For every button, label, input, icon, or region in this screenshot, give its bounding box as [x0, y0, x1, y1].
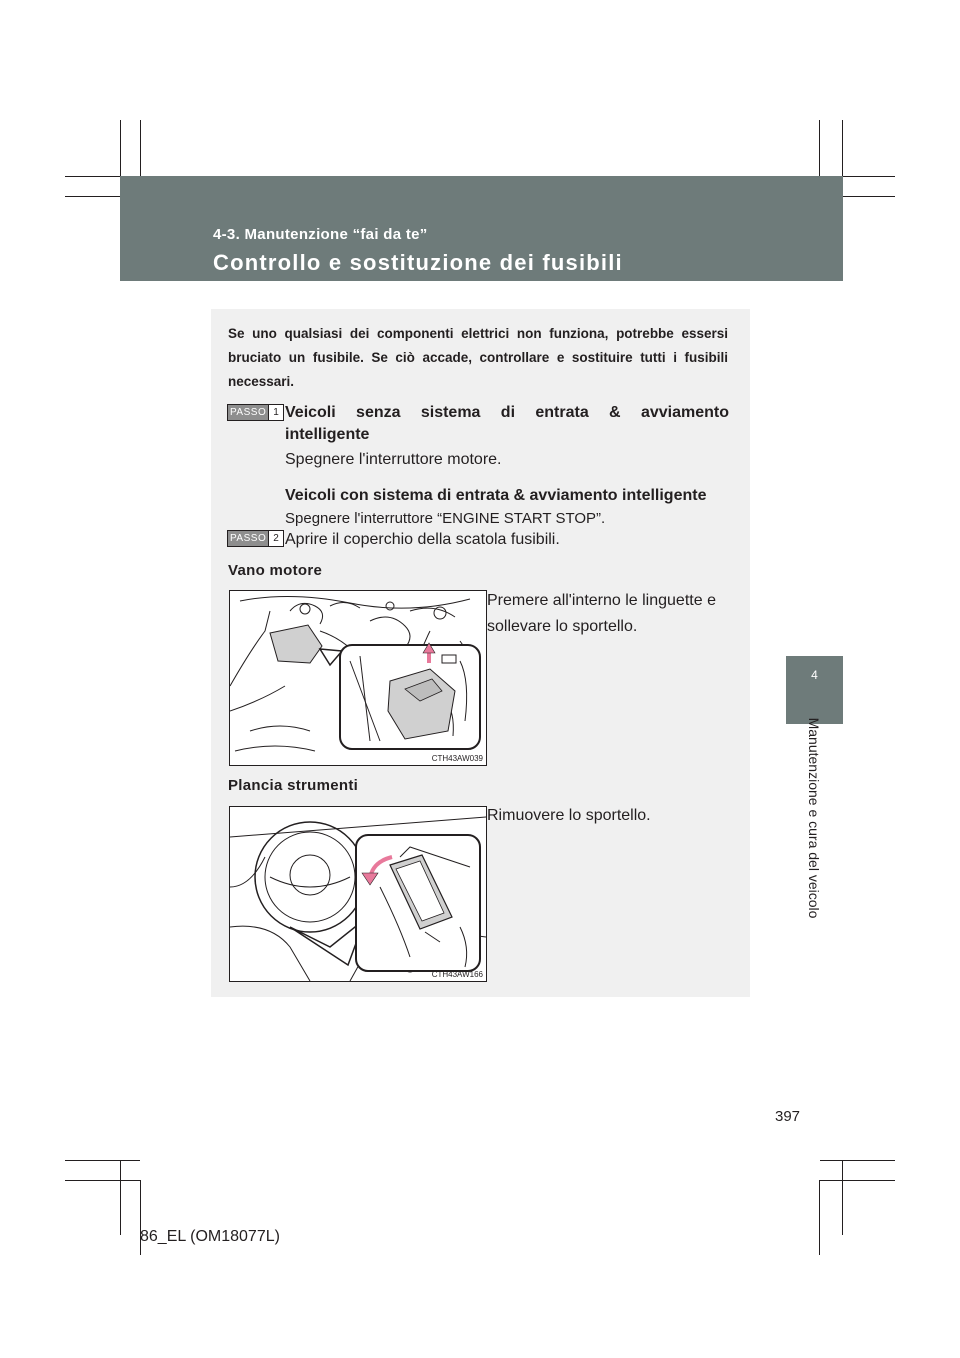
step-2-badge: [227, 530, 284, 547]
engine-illustration: [230, 591, 486, 765]
crop-mark: [65, 1160, 140, 1161]
chapter-number: 4: [811, 668, 818, 682]
step-1-heading-a-line2: intelligente: [285, 426, 370, 443]
step-1-text-a: Spegnere l'interruttore motore.: [285, 451, 502, 468]
page-number: 397: [775, 1108, 801, 1125]
engine-description: Premere all'interno le linguette e sollevare lo sportello.: [487, 592, 716, 635]
step-1-heading-a-line1: Veicoli senza sistema di entrata & avviamento: [285, 404, 729, 421]
crop-mark: [120, 1160, 121, 1235]
crop-mark: [819, 1180, 820, 1255]
engine-heading: Vano motore: [228, 562, 323, 579]
chapter-title: Manutenzione e cura del veicolo: [806, 717, 822, 919]
engine-figure-code: CTH43AW039: [431, 754, 483, 763]
section-label: 4-3. Manutenzione “fai da te”: [213, 226, 428, 243]
dashboard-figure: [229, 806, 487, 982]
intro-paragraph: Se uno qualsiasi dei componenti elettrici non funziona, potrebbe essersi bruciato un fusibile. Se ciò accade, controllare e sostituire tutti i fusibili necessari.: [228, 326, 728, 389]
engine-bay-figure: [229, 590, 487, 766]
dashboard-figure-code: CTH43AW166: [431, 970, 483, 979]
page-title: Controllo e sostituzione dei fusibili: [213, 250, 623, 275]
dashboard-description: Rimuovere lo sportello.: [487, 807, 651, 824]
chapter-tab: [786, 656, 843, 724]
crop-mark: [65, 1180, 140, 1181]
dashboard-illustration: [230, 807, 486, 981]
step-number: 1: [268, 405, 283, 420]
step-1-heading-b: Veicoli con sistema di entrata & avviamento intelligente: [285, 487, 707, 504]
footer-code: 86_EL (OM18077L): [140, 1228, 280, 1245]
step-2-text: Aprire il coperchio della scatola fusibili.: [285, 531, 560, 548]
step-1-content: [285, 402, 729, 530]
crop-mark: [842, 1160, 843, 1235]
dashboard-heading: Plancia strumenti: [228, 777, 359, 794]
step-word: PASSO: [230, 407, 267, 418]
crop-mark: [820, 1160, 895, 1161]
step-1-badge: [227, 404, 284, 421]
crop-mark: [820, 1180, 895, 1181]
step-1-text-b: Spegnere l'interruttore “ENGINE START STOP”.: [285, 510, 606, 527]
step-word: PASSO: [230, 533, 267, 544]
step-number: 2: [268, 531, 283, 546]
